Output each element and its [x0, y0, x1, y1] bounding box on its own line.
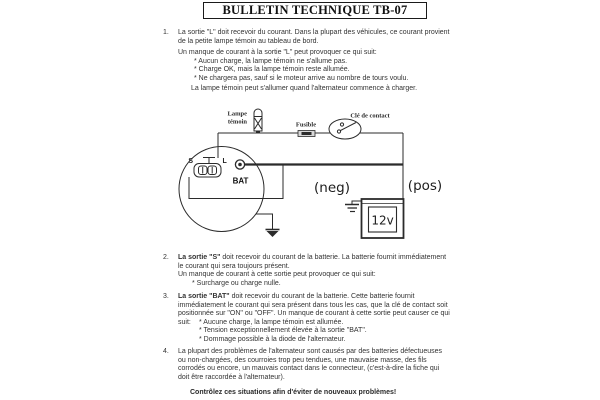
section-subtext: Un manque de courant à cette sortie peut provoquer ce qui suit: — [178, 271, 376, 279]
section-number: 2. — [163, 254, 169, 261]
ignition-key-label: Clé de contact — [350, 112, 390, 120]
lamp-label-line2: témoin — [227, 118, 247, 126]
fuse-label: Fusible — [295, 121, 317, 129]
section-lead: La plupart des problèmes de l'alternateur sont causés par des batteries défectueuses ou non-chargées, des courroies trop peu tendues, une mauvaise masse, des fils corrodés ou encore, un mauvais contact dans le connecteur, (c'est-à-dire la fiche qui doit être raccordée à l'alternateur). — [178, 348, 442, 381]
section-number: 4. — [163, 348, 169, 355]
warning-lamp-icon — [254, 109, 262, 134]
bullet-item: * Aucune charge, la lampe témoin est allumée. — [199, 318, 344, 326]
bullet-item: * Ne chargera pas, sauf si le moteur arrive au nombre de tours voulu. — [194, 74, 409, 82]
section-lead-rest: doit recevoir du courant de la batterie. La batterie fournit immédiatement le courant qui sera toujours présent. — [178, 254, 447, 270]
section-lead-bold: La sortie "S" — [178, 254, 221, 261]
bullet-item: * Dommage possible à la diode de l'alternateur. — [199, 335, 346, 343]
alternator-ground-icon — [256, 214, 280, 237]
section-lead — [178, 254, 450, 271]
positive-terminal-label: (pos) — [407, 178, 443, 194]
section-number: 1. — [163, 29, 169, 36]
bullet-item: * Charge OK, mais la lampe témoin reste allumée. — [194, 66, 350, 74]
ignition-switch-icon — [329, 119, 361, 139]
bat-terminal-label: BAT — [232, 176, 249, 186]
bat-terminal-icon — [235, 160, 244, 169]
section-1 — [163, 29, 450, 93]
battery-ground-icon — [345, 201, 362, 212]
fuse-icon — [298, 131, 315, 137]
section-note: La lampe témoin peut s'allumer quand l'alternateur commence à charger. — [191, 84, 418, 92]
section-subtext: Un manque de courant à la sortie "L" peut provoquer ce qui suit: — [178, 49, 377, 57]
section-lead-bold: La sortie "BAT" — [178, 293, 230, 300]
section-lead: La sortie "L" doit recevoir du courant. Dans la plupart des véhicules, ce courant provient de la petite lampe témoin au tableau de bord. — [178, 29, 450, 45]
section-number: 3. — [163, 293, 169, 300]
section-4 — [163, 348, 450, 398]
suit-label: suit: — [178, 318, 191, 326]
battery-voltage-label: 12v — [371, 213, 394, 228]
negative-terminal-label: (neg) — [314, 180, 350, 196]
bullet-item: * Surcharge ou charge nulle. — [192, 279, 281, 287]
title-box — [203, 2, 427, 19]
lamp-label-line1: Lampe — [227, 110, 247, 118]
section-lead-rest: doit recevoir du courant de la batterie. Cette batterie fournit immédiatement le courant qui sera présent dans tous les cas, que la clé de contact soit positionnée sur "ON" ou "OFF". Un manque de courant à cette sortie peut causer ce qui — [178, 293, 450, 318]
page-title: BULLETIN TECHNIQUE TB-07 — [222, 3, 408, 17]
section-lead — [178, 293, 450, 319]
bullet-item: * Aucun charge, la lampe témoin ne s'allume pas. — [194, 57, 348, 65]
closing-note: Contrôlez ces situations afin d'éviter de nouveaux problèmes! — [190, 389, 397, 397]
alternator-circuit-diagram — [170, 100, 450, 250]
section-2 — [163, 254, 450, 288]
bullet-item: * Tension exceptionnellement élevée à la sortie "BAT". — [199, 327, 367, 335]
section-3 — [163, 293, 450, 345]
terminal-s-label: S — [188, 158, 193, 165]
terminal-l-label: L — [222, 158, 227, 165]
connector-plug-icon — [194, 158, 221, 178]
